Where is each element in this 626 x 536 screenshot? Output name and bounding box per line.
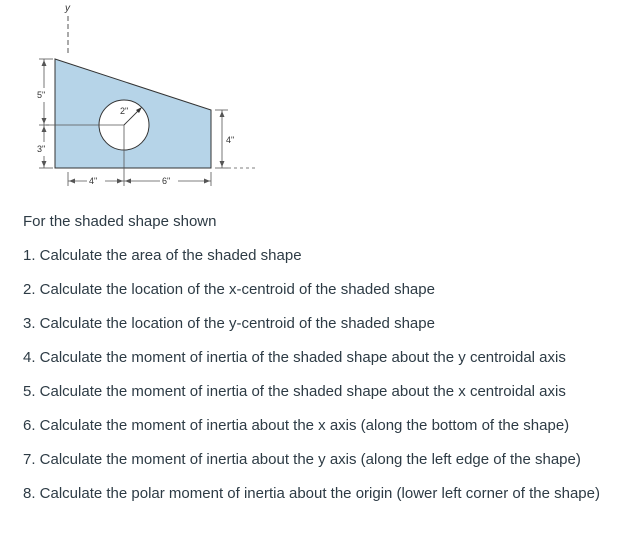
left-bottom-dimension-label: 3" xyxy=(37,144,46,154)
left-top-dimension-label: 5" xyxy=(37,90,46,100)
question-item: 6. Calculate the moment of inertia about the x axis (along the bottom of the shape) xyxy=(23,417,570,434)
question-item: 4. Calculate the moment of inertia of the shaded shape about the y centroidal axis xyxy=(23,349,566,366)
question-item: 7. Calculate the moment of inertia about the y axis (along the left edge of the shape) xyxy=(23,451,581,468)
question-item: 8. Calculate the polar moment of inertia about the origin (lower left corner of the shape) xyxy=(23,485,600,502)
problem-intro: For the shaded shape shown xyxy=(23,213,217,230)
question-item: 1. Calculate the area of the shaded shape xyxy=(23,247,302,264)
question-item: 2. Calculate the location of the x-centroid of the shaded shape xyxy=(23,281,435,298)
question-item: 3. Calculate the location of the y-centroid of the shaded shape xyxy=(23,315,435,332)
bottom-second-dimension-label: 6" xyxy=(162,176,171,186)
problem-text xyxy=(23,212,619,518)
y-axis-label: y xyxy=(65,3,70,14)
hole-dimension-label: 2" xyxy=(120,106,129,116)
question-item: 5. Calculate the moment of inertia of the shaded shape about the x centroidal axis xyxy=(23,383,566,400)
bottom-first-dimension-label: 4" xyxy=(89,176,98,186)
right-dimension-label: 4" xyxy=(226,135,235,145)
shaded-shape-figure xyxy=(0,0,300,200)
question-list xyxy=(23,246,619,503)
